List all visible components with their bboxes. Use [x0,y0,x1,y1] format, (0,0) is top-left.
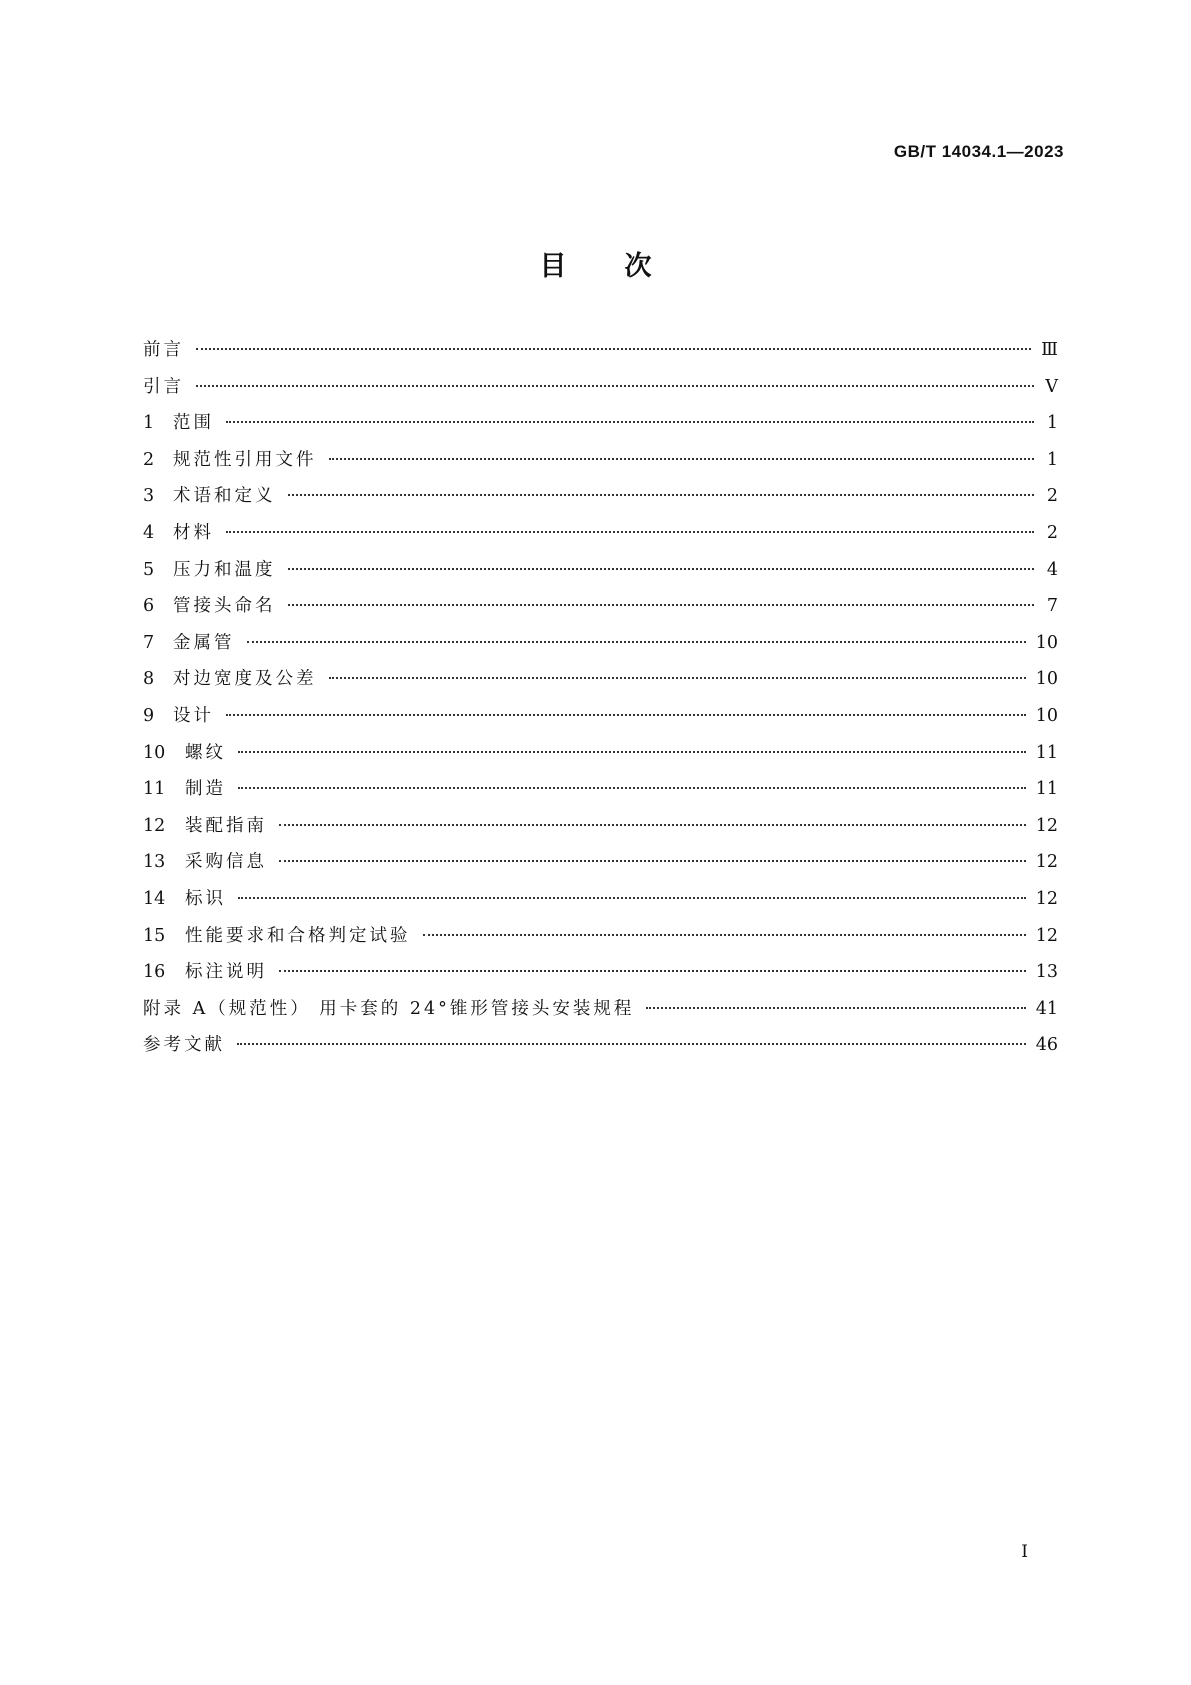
toc-entry-label: 性能要求和合格判定试验 [185,925,411,946]
toc-entry-page: 1 [1046,449,1058,470]
toc-entry-number: 7 [143,632,155,653]
toc-leader [423,934,1026,936]
toc-entry-label: 管接头命名 [173,596,276,617]
toc-entry-number: 3 [143,486,155,507]
toc-leader [288,494,1035,496]
toc-entry-page: 4 [1046,559,1058,580]
toc-entry-label: 材料 [173,522,214,543]
toc-leader [237,1043,1026,1045]
toc-entry-page: 10 [1035,632,1058,653]
toc-entry-page: 2 [1046,486,1058,507]
toc-entry-label: 制造 [185,779,226,800]
toc-entry-number: 5 [143,559,155,580]
table-of-contents [143,336,1058,1068]
toc-entry-number: 9 [143,705,155,726]
toc-entry-2[interactable] [143,446,1058,483]
toc-entry-8[interactable] [143,665,1058,702]
toc-entry-page: 11 [1035,742,1058,763]
toc-entry-label: 前言 [143,340,184,360]
toc-entry-number: 2 [143,449,155,470]
toc-entry-11[interactable] [143,775,1058,812]
toc-entry-number: 1 [143,413,155,434]
toc-entry-5[interactable] [143,556,1058,593]
toc-entry-page: 2 [1046,522,1058,543]
toc-entry-number: 4 [143,522,155,543]
toc-entry-label: 范围 [173,413,214,434]
toc-entry-label: 设计 [173,705,214,726]
toc-leader [646,1007,1025,1009]
toc-entry-label: 参考文献 [143,1035,225,1056]
toc-entry-label: 标识 [185,888,226,909]
toc-leader [279,824,1026,826]
toc-entry-number: 12 [143,815,166,836]
toc-entry-label: 对边宽度及公差 [173,669,317,690]
toc-entry-4[interactable] [143,519,1058,556]
toc-entry-label: 术语和定义 [173,486,276,507]
toc-entry-page: 12 [1035,888,1058,909]
toc-leader [329,458,1035,460]
page-title: 目次 [539,251,710,282]
toc-leader [238,787,1026,789]
toc-entry-number: 11 [143,779,166,800]
toc-leader [238,751,1026,753]
toc-entry-number: 8 [143,669,155,690]
toc-leader [288,604,1035,606]
toc-entry-introduction[interactable] [143,373,1058,410]
toc-entry-number: 6 [143,596,155,617]
toc-entry-10[interactable] [143,739,1058,776]
toc-entry-number: 10 [143,742,166,763]
toc-entry-page: 11 [1035,779,1058,800]
toc-entry-label: 标注说明 [185,962,267,983]
toc-leader [226,421,1034,423]
toc-entry-page: Ⅴ [1045,376,1058,397]
toc-entry-page: 13 [1035,962,1058,983]
toc-leader [279,860,1026,862]
toc-entry-13[interactable] [143,848,1058,885]
toc-leader [196,385,1034,387]
toc-entry-label: 采购信息 [185,852,267,873]
toc-entry-foreword[interactable] [143,336,1058,373]
toc-entry-annex-a[interactable] [143,995,1058,1032]
toc-entry-9[interactable] [143,702,1058,739]
toc-entry-number: 16 [143,962,166,983]
toc-entry-bibliography[interactable] [143,1031,1058,1068]
toc-leader [226,714,1026,716]
toc-entry-number: 14 [143,888,166,909]
toc-entry-label: 压力和温度 [173,559,276,580]
toc-leader [329,677,1026,679]
toc-leader [196,348,1031,350]
toc-entry-label: 规范性引用文件 [173,449,317,470]
toc-entry-page: 41 [1035,998,1058,1019]
toc-leader [288,568,1035,570]
toc-entry-label: 螺纹 [185,742,226,763]
toc-entry-1[interactable] [143,409,1058,446]
toc-entry-page: Ⅲ [1041,340,1058,360]
toc-entry-label: 金属管 [173,632,235,653]
toc-entry-14[interactable] [143,885,1058,922]
toc-leader [279,970,1026,972]
toc-entry-page: 12 [1035,815,1058,836]
toc-entry-label: 引言 [143,376,184,397]
toc-entry-15[interactable] [143,922,1058,959]
toc-entry-page: 1 [1046,413,1058,434]
toc-entry-number: 13 [143,852,166,873]
toc-entry-label: 附录 A（规范性） 用卡套的 24°锥形管接头安装规程 [143,998,635,1019]
toc-entry-page: 10 [1035,705,1058,726]
toc-entry-6[interactable] [143,592,1058,629]
toc-leader [238,897,1026,899]
toc-entry-page: 12 [1035,852,1058,873]
toc-entry-page: 12 [1035,925,1058,946]
toc-leader [226,531,1034,533]
toc-entry-12[interactable] [143,812,1058,849]
toc-leader [247,641,1026,643]
toc-entry-page: 10 [1035,669,1058,690]
toc-entry-page: 46 [1035,1035,1058,1056]
toc-entry-16[interactable] [143,958,1058,995]
standard-code: GB/T 14034.1—2023 [893,142,1064,161]
toc-entry-number: 15 [143,925,166,946]
toc-entry-3[interactable] [143,482,1058,519]
toc-entry-7[interactable] [143,629,1058,666]
page-number: Ⅰ [1021,1542,1028,1562]
toc-entry-page: 7 [1046,596,1058,617]
toc-entry-label: 装配指南 [185,815,267,836]
